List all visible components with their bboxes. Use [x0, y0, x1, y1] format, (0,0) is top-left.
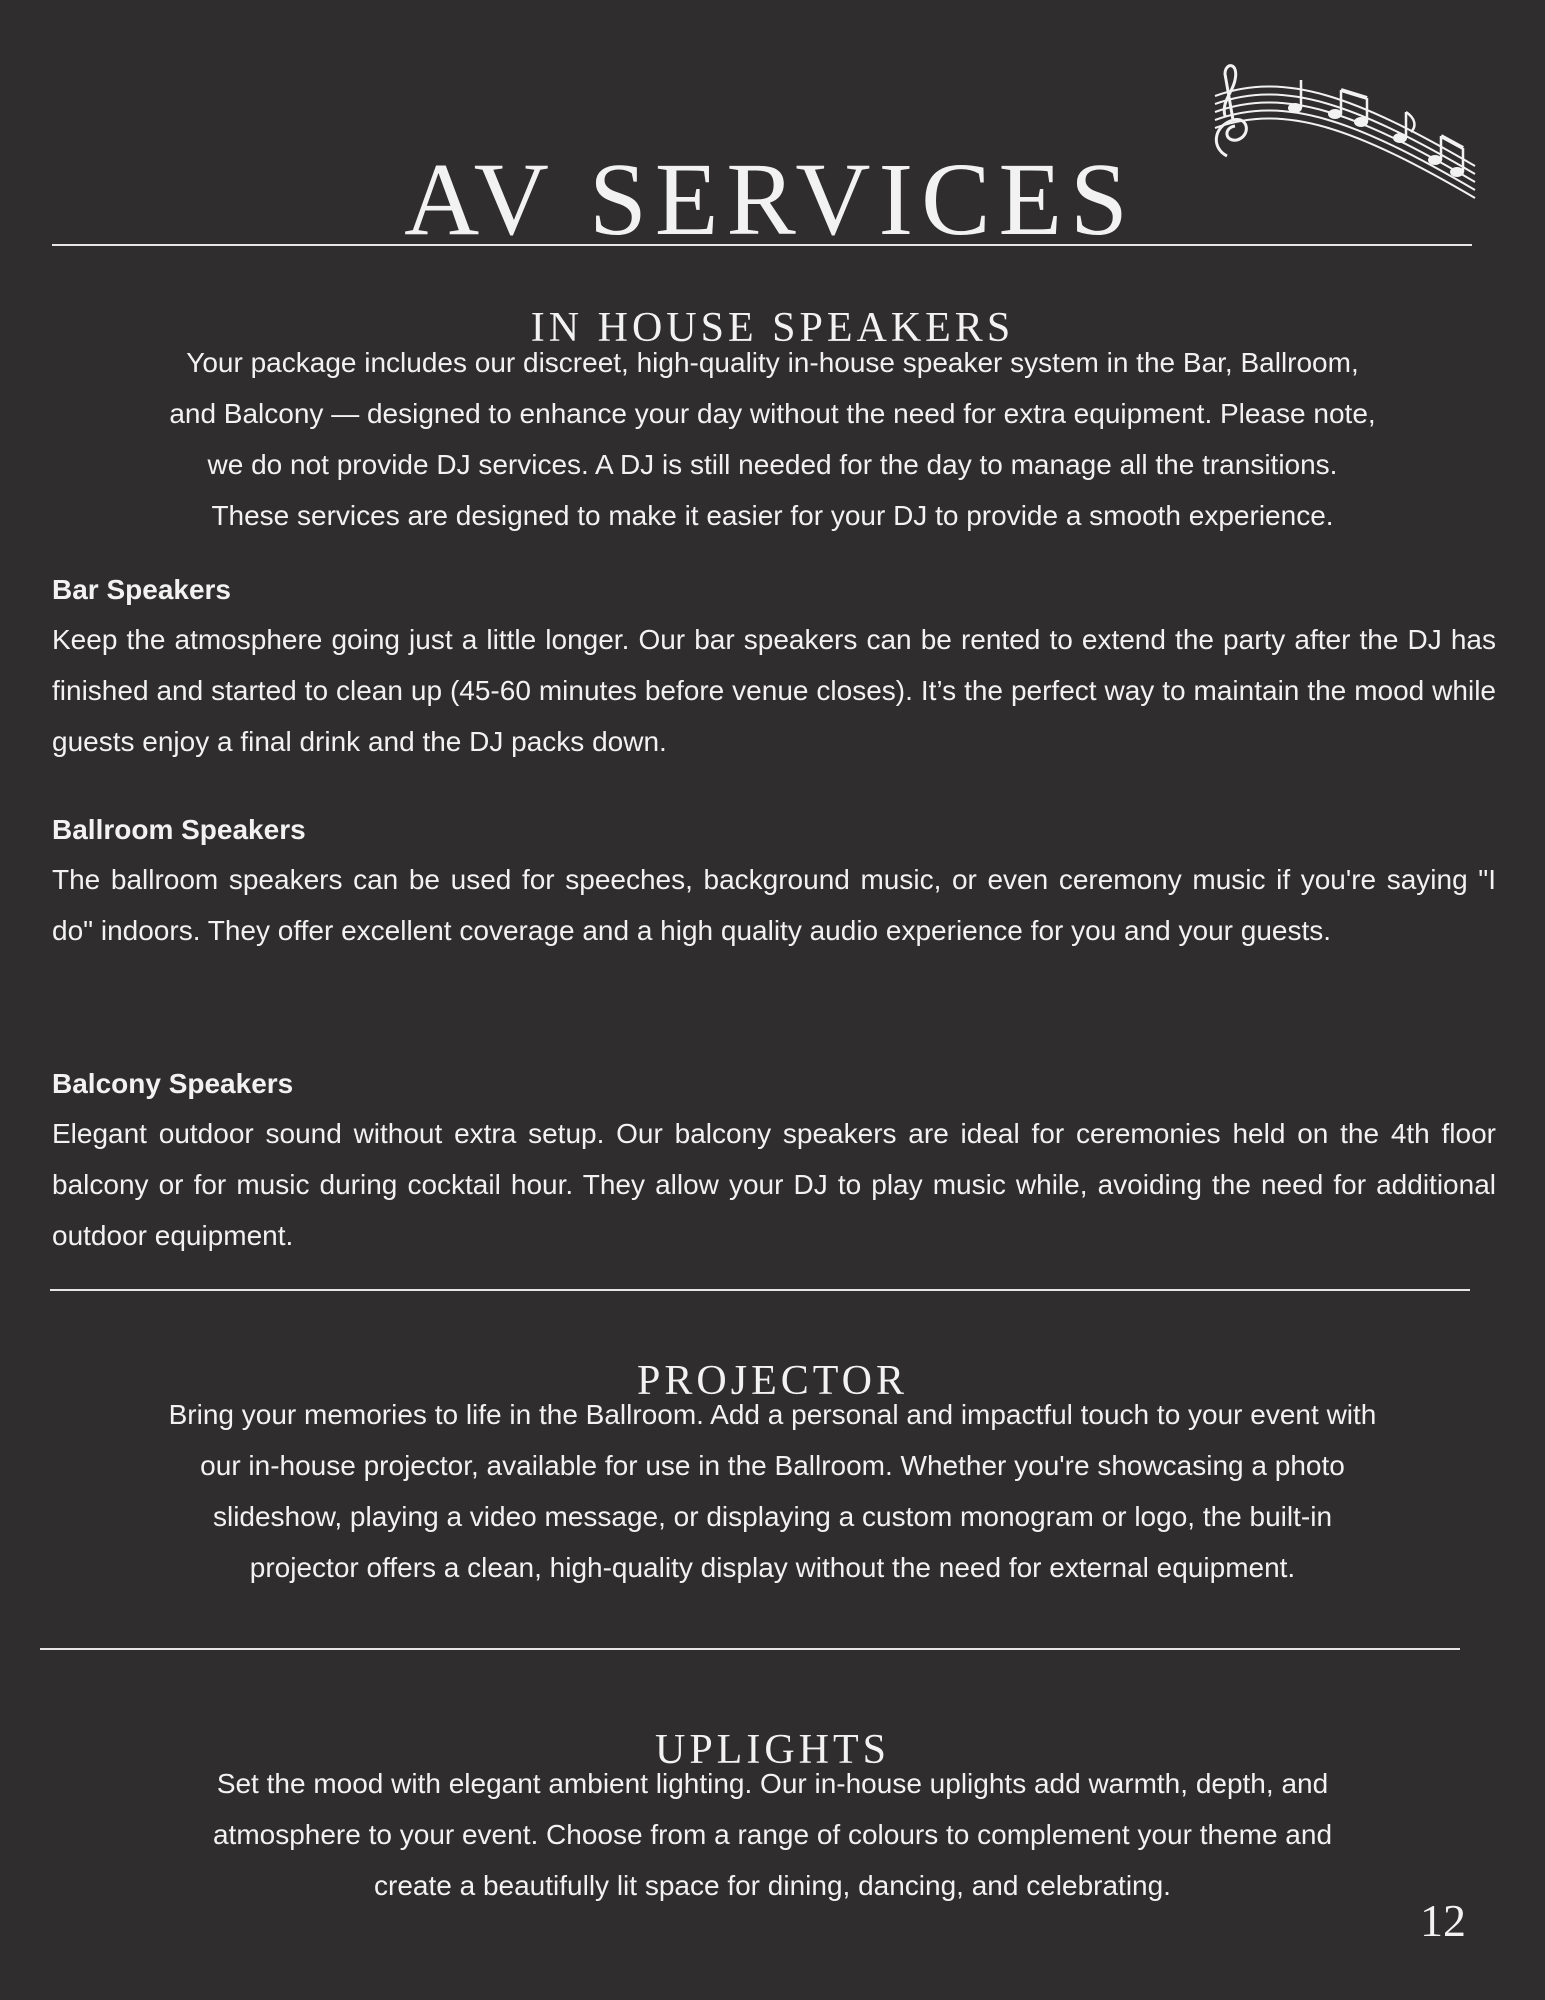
bar-speakers-section: [52, 570, 1496, 767]
page-title: AV SERVICES: [404, 141, 1136, 257]
text-line: Your package includes our discreet, high-quality in-house speaker system in the Bar, Ballroom,: [186, 347, 1359, 378]
heading-uplights: UPLIGHTS: [654, 1726, 890, 1773]
heading-in-house-speakers: IN HOUSE SPEAKERS: [530, 304, 1015, 351]
text-line: we do not provide DJ services. A DJ is still needed for the day to manage all the transitions.: [207, 449, 1338, 480]
balcony-speakers-heading: Balcony Speakers: [52, 1068, 294, 1099]
ballroom-speakers-heading: Ballroom Speakers: [52, 814, 306, 845]
text-line: Bring your memories to life in the Ballroom. Add a personal and impactful touch to your event with: [168, 1399, 1377, 1430]
projector-text: [50, 1389, 1495, 1593]
divider-top: [52, 244, 1472, 246]
in-house-speakers-text: [50, 337, 1495, 541]
ballroom-speakers-text: The ballroom speakers can be used for speeches, background music, or even ceremony music if you're saying "I do" indoors. They offer excellent coverage and a high quality audio experience for you and your guests.: [52, 864, 1496, 946]
divider-lower: [40, 1648, 1460, 1650]
bar-speakers-text: Keep the atmosphere going just a little longer. Our bar speakers can be rented to extend the party after the DJ has finished and started to clean up (45-60 minutes before venue closes). It’s the perfect way to maintain the mood while guests enjoy a final drink and the DJ packs down.: [52, 624, 1496, 757]
text-line: atmosphere to your event. Choose from a range of colours to complement your theme and: [212, 1819, 1333, 1850]
text-line: projector offers a clean, high-quality display without the need for external equipment.: [249, 1552, 1296, 1583]
ballroom-speakers-section: [52, 810, 1496, 956]
uplights-text: [50, 1758, 1495, 1911]
balcony-speakers-text: Elegant outdoor sound without extra setup. Our balcony speakers are ideal for ceremonies held on the 4th floor balcony or for music during cocktail hour. They allow your DJ to play music while, avoiding the need for additional outdoor equipment.: [52, 1118, 1496, 1251]
text-line: create a beautifully lit space for dining, dancing, and celebrating.: [374, 1870, 1171, 1901]
heading-projector: PROJECTOR: [637, 1357, 908, 1404]
text-line: our in-house projector, available for use in the Ballroom. Whether you're showcasing a photo: [200, 1450, 1345, 1481]
divider-middle: [50, 1289, 1470, 1291]
page-number: 12: [1420, 1895, 1466, 1946]
balcony-speakers-section: [52, 1064, 1496, 1261]
text-line: These services are designed to make it easier for your DJ to provide a smooth experience.: [211, 500, 1334, 531]
text-line: Set the mood with elegant ambient lighting. Our in-house uplights add warmth, depth, and: [216, 1768, 1329, 1799]
bar-speakers-heading: Bar Speakers: [52, 574, 232, 605]
music-staff-icon: [1195, 56, 1485, 206]
text-line: slideshow, playing a video message, or displaying a custom monogram or logo, the built-in: [212, 1501, 1333, 1532]
text-line: and Balcony — designed to enhance your day without the need for extra equipment. Please note,: [169, 398, 1376, 429]
